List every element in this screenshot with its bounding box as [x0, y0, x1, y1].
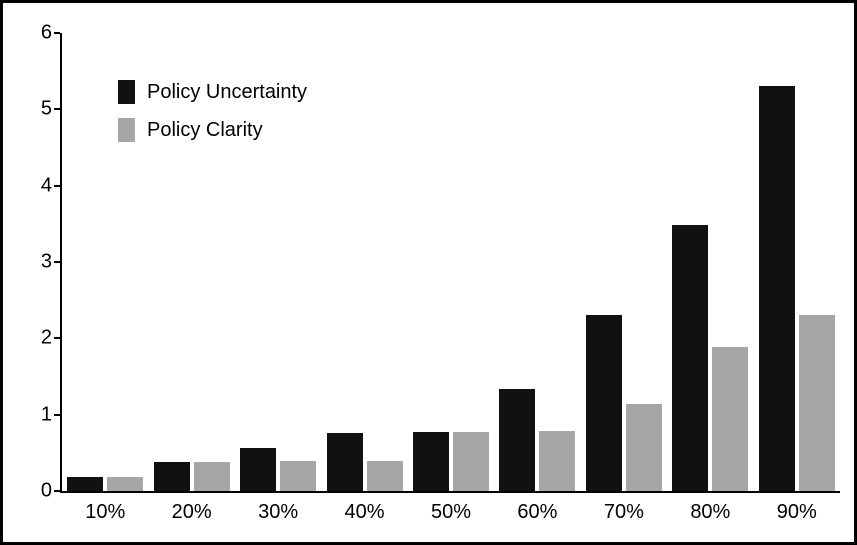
- x-tick-label: 40%: [344, 501, 385, 523]
- legend-swatch-icon: [118, 118, 135, 142]
- y-tick-label: 1: [40, 403, 52, 426]
- legend-item: [118, 73, 307, 111]
- y-tick-mark: [54, 261, 60, 263]
- bar: [194, 462, 230, 491]
- bar: [799, 315, 835, 491]
- x-axis-tick-labels: [62, 501, 840, 541]
- legend-label: Policy Uncertainty: [147, 80, 308, 103]
- bar: [539, 431, 575, 491]
- y-tick-mark: [54, 32, 60, 34]
- bar: [280, 461, 316, 491]
- bar-group: [321, 33, 407, 491]
- bar: [626, 404, 662, 491]
- y-tick-label: 2: [40, 326, 52, 349]
- y-tick-label: 5: [40, 97, 52, 120]
- y-tick-label: 3: [40, 250, 52, 273]
- x-tick-label: 30%: [258, 501, 299, 523]
- x-tick-label: 10%: [85, 501, 126, 523]
- legend-item: [118, 111, 307, 149]
- bar: [240, 448, 276, 492]
- bar: [327, 433, 363, 491]
- x-tick-label: 50%: [430, 501, 472, 523]
- y-tick-label: 6: [40, 21, 52, 44]
- bar-group: [494, 33, 580, 491]
- y-axis-tick-labels: [3, 3, 52, 545]
- bar: [712, 347, 748, 491]
- y-tick-mark: [54, 108, 60, 110]
- bar-group: [754, 33, 840, 491]
- bar-group: [408, 33, 494, 491]
- y-tick-label: 4: [40, 174, 52, 197]
- y-tick-mark: [54, 414, 60, 416]
- bar: [453, 432, 489, 491]
- y-tick-label: 0: [40, 479, 52, 502]
- y-tick-mark: [54, 337, 60, 339]
- bar: [107, 477, 143, 492]
- bar-group: [667, 33, 753, 491]
- bar: [759, 86, 795, 491]
- chart-legend: [118, 73, 307, 149]
- y-tick-mark: [54, 185, 60, 187]
- bar: [367, 461, 403, 491]
- y-tick-mark: [54, 490, 60, 492]
- x-tick-label: 70%: [603, 501, 644, 523]
- bar: [499, 389, 535, 491]
- x-tick-label: 20%: [171, 501, 212, 523]
- bar: [672, 225, 708, 491]
- bar: [67, 477, 103, 492]
- bar: [586, 315, 622, 491]
- bar: [154, 462, 190, 491]
- bar-group: [581, 33, 667, 491]
- bar: [413, 432, 449, 491]
- legend-swatch-icon: [118, 80, 135, 104]
- legend-label: Policy Clarity: [147, 118, 263, 141]
- x-tick-label: 90%: [776, 501, 817, 523]
- x-tick-label: 60%: [517, 501, 558, 523]
- x-axis-line: [60, 491, 840, 493]
- x-tick-label: 80%: [690, 501, 731, 523]
